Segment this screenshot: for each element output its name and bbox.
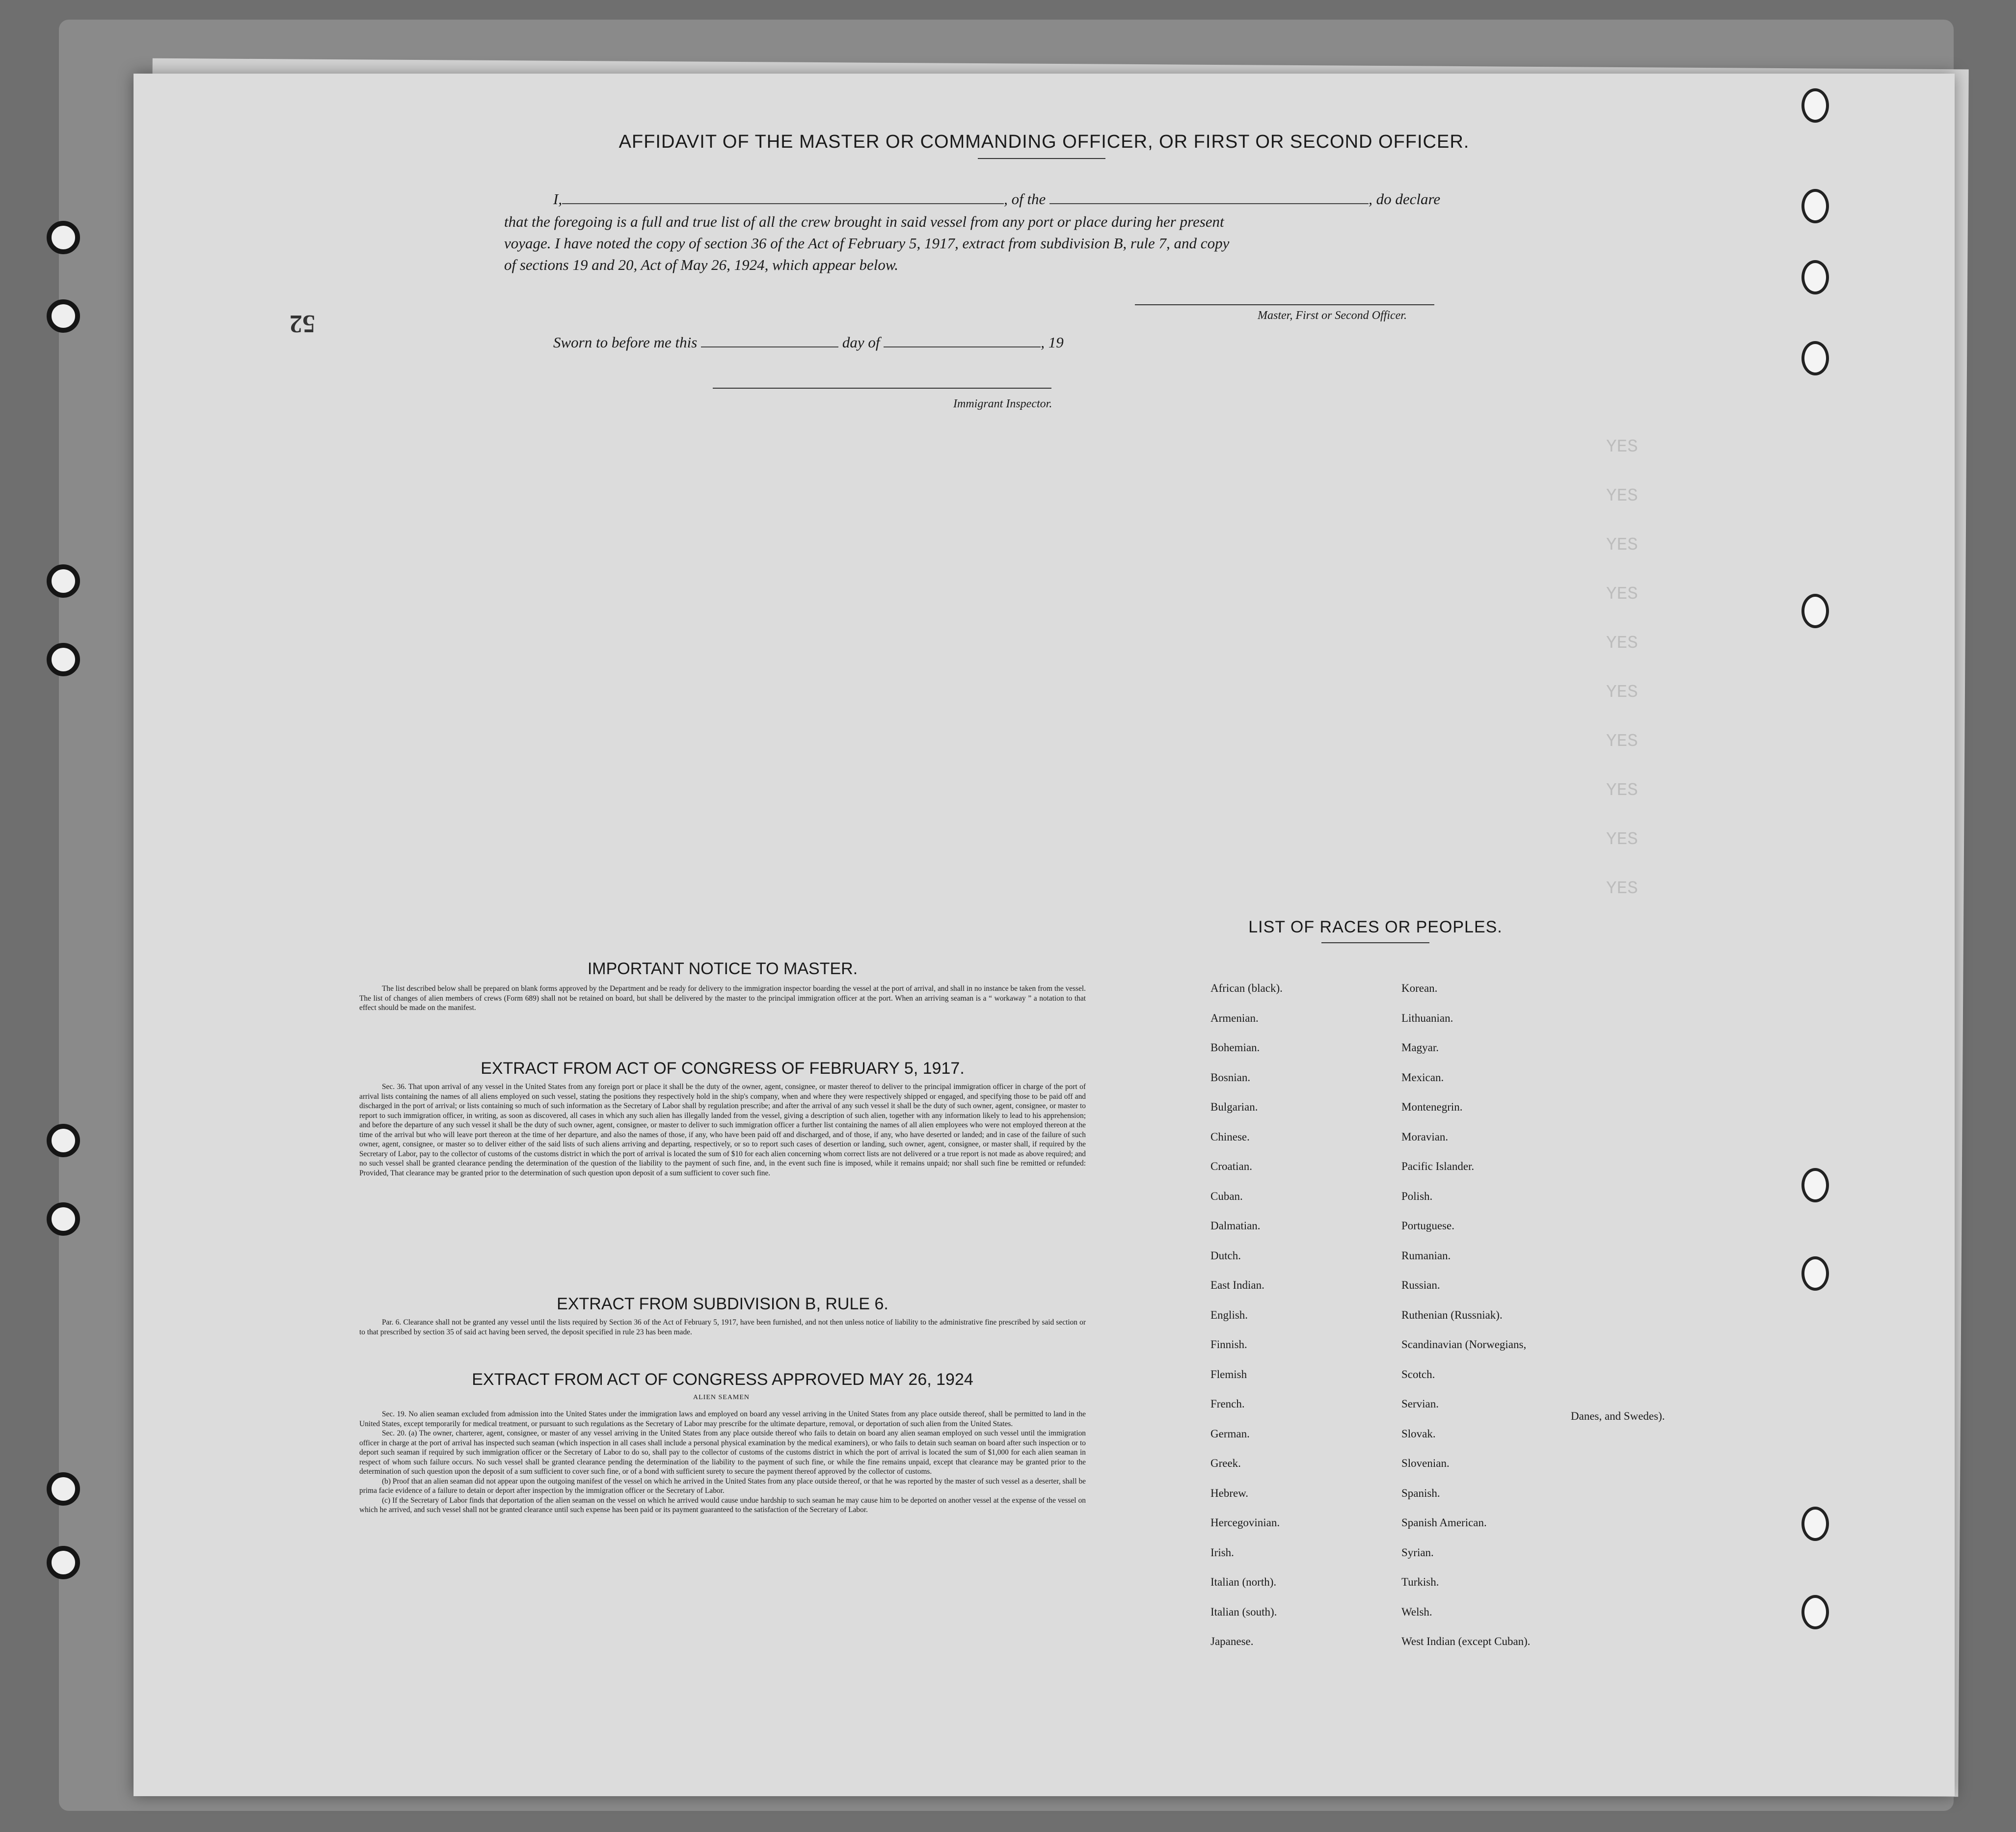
races-title: LIST OF RACES OR PEOPLES.	[1248, 918, 1503, 936]
extract-rule6-body	[359, 1318, 1086, 1337]
race-item: Lithuanian.	[1401, 1011, 1453, 1024]
officer-name-blank[interactable]	[562, 191, 1004, 204]
race-item: Servian.	[1401, 1398, 1439, 1410]
affidavit-title: AFFIDAVIT OF THE MASTER OR COMMANDING OFFICER, OR FIRST OR SECOND OFFICER.	[618, 132, 1470, 152]
race-item: Bosnian.	[1210, 1071, 1251, 1084]
binder-ring	[47, 299, 80, 333]
race-item: Croatian.	[1210, 1160, 1252, 1172]
punch-hole	[1801, 1507, 1829, 1541]
race-item: African (black).	[1210, 982, 1283, 994]
extract-1924-title: EXTRACT FROM ACT OF CONGRESS APPROVED MAY 26, 1924	[472, 1370, 973, 1389]
race-item: Flemish	[1210, 1368, 1247, 1381]
race-item: East Indian.	[1210, 1279, 1264, 1291]
punch-hole	[1801, 594, 1829, 628]
race-item: French.	[1210, 1398, 1245, 1410]
race-item: Italian (south).	[1210, 1605, 1277, 1618]
race-item: Portuguese.	[1401, 1220, 1454, 1232]
sworn-day-blank[interactable]	[701, 335, 838, 347]
binder-ring	[47, 1124, 80, 1157]
affidavit-i: I,	[553, 190, 563, 208]
race-item: Ruthenian (Russniak).	[1401, 1308, 1503, 1321]
race-item: Russian.	[1401, 1279, 1440, 1291]
affidavit-do-declare: , do declare	[1369, 190, 1441, 208]
races-title-underline	[1321, 942, 1429, 943]
extract-1917-title: EXTRACT FROM ACT OF CONGRESS OF FEBRUARY 5, 1917.	[481, 1059, 965, 1078]
punch-hole	[1801, 1168, 1829, 1202]
sworn-month-blank[interactable]	[884, 335, 1041, 347]
race-item: Japanese.	[1210, 1635, 1254, 1647]
bleed-through: YES	[1606, 682, 1638, 702]
race-item: Dalmatian.	[1210, 1220, 1261, 1232]
bleed-through: YES	[1606, 584, 1638, 604]
race-item: Moravian.	[1401, 1130, 1449, 1143]
sworn-day-of: day of	[842, 334, 880, 351]
race-item: Bulgarian.	[1210, 1101, 1258, 1113]
title-underline	[978, 158, 1105, 159]
race-item: Greek.	[1210, 1457, 1241, 1469]
race-item: English.	[1210, 1308, 1248, 1321]
race-item: Italian (north).	[1210, 1576, 1277, 1588]
race-item: Korean.	[1401, 982, 1438, 994]
binder-ring	[47, 643, 80, 676]
notice-body	[359, 984, 1086, 1013]
bleed-through: YES	[1606, 486, 1638, 506]
inspector-signature-label: Immigrant Inspector.	[953, 398, 1052, 410]
bleed-through: YES	[1606, 731, 1638, 751]
race-item: Hercegovinian.	[1210, 1516, 1280, 1529]
binder-ring	[47, 1202, 80, 1236]
affidavit-line-4: of sections 19 and 20, Act of May 26, 1924, which appear below.	[504, 256, 899, 273]
race-item: Hebrew.	[1210, 1487, 1249, 1499]
affidavit-page	[134, 74, 1955, 1796]
bleed-through: YES	[1606, 780, 1638, 800]
alien-seamen-heading: ALIEN SEAMEN	[693, 1394, 750, 1401]
race-item: Slovak.	[1401, 1427, 1436, 1440]
extract-rule6-title: EXTRACT FROM SUBDIVISION B, RULE 6.	[557, 1295, 888, 1313]
race-item: Polish.	[1401, 1190, 1433, 1202]
sec-36-paragraph: Sec. 36. That upon arrival of any vessel in the United States from any foreign port or place it shall be the duty of the owner, agent, consignee, or master thereof to deliver to the principal immigration officer in charge of the port of arrival lists containing the names of all aliens employed on such vessel, stating the positions they respectively hold in the ship's company, when and where they were respectively shipped or engaged, and specifying those to be paid off and discharged in the port of arrival; or lists containing so much of such information as the Secretary of Labor shall by regulation prescribe; and after the arrival of any such vessel it shall be the duty of such owner, agent, consignee, or master to report to such immigration officer, in writing, as soon as discovered, all cases in which any such alien has illegally landed from the vessel, giving a description of such alien, together with any information likely to lead to his apprehension; and before the departure of any such vessel it shall be the duty of such owner, agent, consignee, or master to deliver to such immigration officer a further list containing the names of all alien employees who were not employed thereon at the time of the arrival but who will leave port thereon at the time of her departure, and also the names of those, if any, who have been paid off and discharged, and of those, if any, who have deserted or landed; and in case of the failure of such owner, agent, consignee, or master so to deliver either of the said lists of such aliens arriving and departing, respectively, or so to report such cases of desertion or landing, such owner, agent, consignee, or master shall, if required by the Secretary of Labor, pay to the collector of customs of the customs district in which the port of arrival is located the sum of $10 for each alien concerning whom correct lists are not delivered or a true report is not made as above required; and no such vessel shall be granted clearance pending the determination of the question of the liability to the payment of such fine, and, in the event such fine is imposed, while it remains unpaid; nor shall such fine be remitted or refunded: Provided, That clearance may be granted prior to the determination of such question upon deposit of a sum sufficient to cover such fine.	[359, 1083, 1086, 1177]
punch-hole	[1801, 88, 1829, 123]
binder-ring	[47, 1546, 80, 1579]
sworn-prefix: Sworn to before me this	[553, 334, 698, 351]
bleed-through: YES	[1606, 437, 1638, 457]
punch-hole	[1801, 341, 1829, 375]
sworn-year: , 19	[1041, 334, 1064, 351]
race-item: Syrian.	[1401, 1546, 1434, 1559]
sec-19-paragraph: Sec. 19. No alien seaman excluded from admission into the United States under the immigration laws and employed on board any vessel arriving in the United States from any place outside thereof, shall be permitted to land in the United States, except temporarily for medical treatment, or pursuant to such regulations as the Secretary of Labor may prescribe for the ultimate departure, removal, or deportation of such alien from the United States.	[359, 1410, 1086, 1428]
affidavit-line-3: voyage. I have noted the copy of section 36 of the Act of February 5, 1917, extract from subdivision B, rule 7, and copy	[504, 235, 1230, 252]
race-item: Spanish.	[1401, 1487, 1440, 1499]
binder-ring	[47, 221, 80, 254]
notice-paragraph: The list described below shall be prepared on blank forms approved by the Department and be ready for delivery to the immigration inspector boarding the vessel at the port of arrival, and shall in no instance be taken from the vessel. The list of changes of alien members of crews (Form 689) shall not be retained on board, but shall be delivered by the master to the principal immigration officer at the port. When an arriving seaman is a “ workaway ” a notation to that effect should be made on the manifest.	[359, 984, 1086, 1012]
bleed-through: YES	[1606, 633, 1638, 653]
race-item: Chinese.	[1210, 1130, 1250, 1143]
race-item: Mexican.	[1401, 1071, 1444, 1084]
race-item: Dutch.	[1210, 1249, 1241, 1262]
vessel-name-blank[interactable]	[1049, 191, 1369, 204]
binder-ring	[47, 564, 80, 598]
race-item: Danes, and Swedes).	[1571, 1410, 1665, 1422]
inspector-signature-line[interactable]	[713, 388, 1051, 389]
race-item: Turkish.	[1401, 1576, 1439, 1588]
race-item: Pacific Islander.	[1401, 1160, 1475, 1172]
race-item: Rumanian.	[1401, 1249, 1451, 1262]
race-item: Finnish.	[1210, 1338, 1247, 1351]
par-6-paragraph: Par. 6. Clearance shall not be granted any vessel until the lists required by Section 36 of the Act of February 5, 1917, have been furnished, and not then unless notice of liability to the administrative fine prescribed by said section or to that prescribed by section 35 of said act having been served, the deposit specified in rule 23 has been made.	[359, 1318, 1086, 1336]
extract-1917-body	[359, 1082, 1086, 1178]
race-item: Scotch.	[1401, 1368, 1435, 1381]
race-item: Cuban.	[1210, 1190, 1243, 1202]
punch-hole	[1801, 1256, 1829, 1291]
bleed-through: YES	[1606, 535, 1638, 555]
affidavit-line-2: that the foregoing is a full and true list of all the crew brought in said vessel from any port or place during her present	[504, 213, 1224, 230]
sec-20c-paragraph: (c) If the Secretary of Labor finds that deportation of the alien seaman on the vessel on which he arrived would cause undue hardship to such seaman he may cause him to be deported on another vessel at the expense of the vessel on which he arrived, and such vessel shall not be granted clearance until such expense has been paid or its payment guaranteed to the satisfaction of the Secretary of Labor.	[359, 1496, 1086, 1514]
punch-hole	[1801, 189, 1829, 223]
punch-hole	[1801, 1595, 1829, 1629]
race-item: Bohemian.	[1210, 1041, 1260, 1054]
race-item: Magyar.	[1401, 1041, 1439, 1054]
notice-title: IMPORTANT NOTICE TO MASTER.	[587, 959, 858, 978]
bleed-through: YES	[1606, 829, 1638, 850]
race-item: Slovenian.	[1401, 1457, 1450, 1469]
sec-20b-paragraph: (b) Proof that an alien seaman did not appear upon the outgoing manifest of the vessel on which he arrived in the United States from any place outside thereof, or that he was reported by the master of such vessel as a deserter, shall be prima facie evidence of a failure to detain or deport after inspection by the immigration officer or the Secretary of Labor.	[359, 1477, 1086, 1495]
race-item: Montenegrin.	[1401, 1101, 1463, 1113]
race-item: West Indian (except Cuban).	[1401, 1635, 1531, 1647]
master-signature-line[interactable]	[1135, 304, 1434, 305]
binder-ring	[47, 1472, 80, 1506]
sec-20a-paragraph: Sec. 20. (a) The owner, charterer, agent, consignee, or master of any vessel arriving in the United States from any place outside thereof who fails to detain on board any alien seaman employed on such vessel until the immigration officer in charge at the port of arrival has inspected such seaman (which inspection in all cases shall include a personal physical examination by the medical examiners), or who fails to detain such seaman on board after such inspection or to deport such seaman if required by such immigration officer or the Secretary of Labor to do so, shall pay to the collector of customs of the customs district in which the port of arrival is located the sum of $1,000 for each alien seaman in respect of whom such failure occurs. No such vessel shall be granted clearance pending the determination of the liability to the payment of such fine, or while the fine remains unpaid, except that clearance may be granted prior to the determination of such question upon the deposit of a sum sufficient to cover such fine, or of a bond with sufficient surety to secure the payment thereof approved by the collector of customs.	[359, 1429, 1086, 1476]
race-item: Welsh.	[1401, 1605, 1432, 1618]
affidavit-line-1	[553, 190, 1440, 208]
race-item: German.	[1210, 1427, 1250, 1440]
sworn-line	[553, 334, 1064, 351]
master-signature-label: Master, First or Second Officer.	[1258, 309, 1407, 322]
race-item: Scandinavian (Norwegians,	[1401, 1338, 1527, 1351]
bleed-through: YES	[1606, 878, 1638, 899]
extract-1924-body	[359, 1409, 1086, 1515]
punch-hole	[1801, 260, 1829, 294]
race-item: Armenian.	[1210, 1011, 1259, 1024]
affidavit-of-the: , of the	[1004, 190, 1046, 208]
page-number: 52	[290, 310, 315, 338]
race-item: Irish.	[1210, 1546, 1234, 1559]
race-item: Spanish American.	[1401, 1516, 1487, 1529]
